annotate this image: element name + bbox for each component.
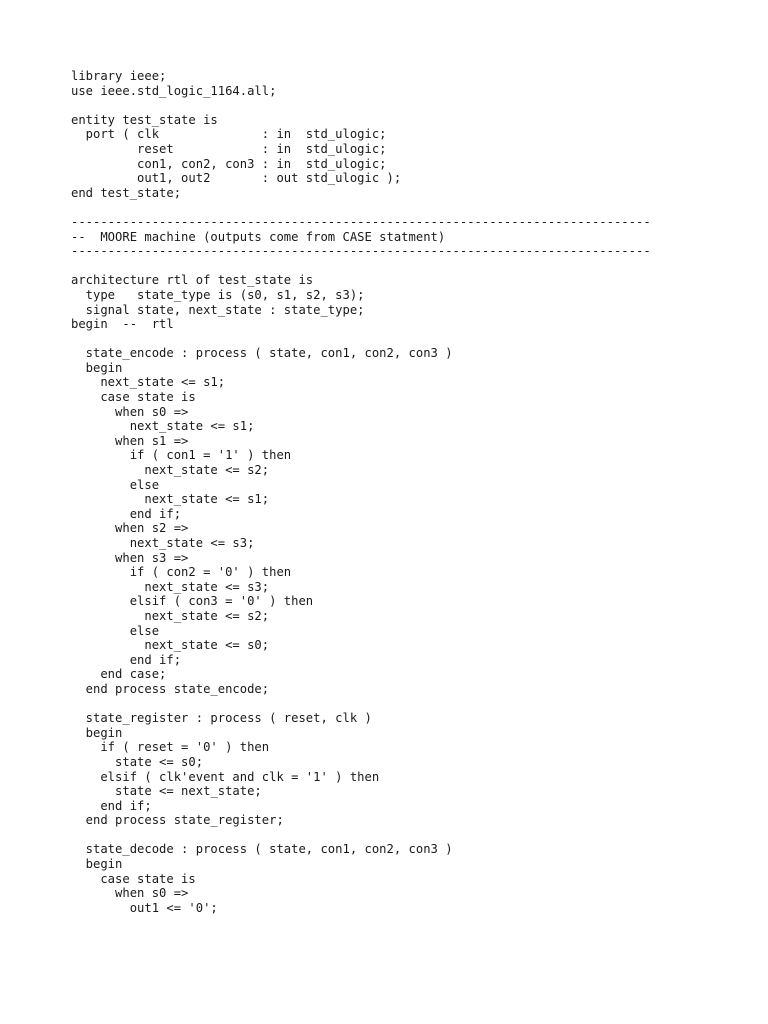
- code-line: end if;: [71, 798, 152, 813]
- code-line: begin: [71, 360, 123, 375]
- code-line: when s2 =>: [71, 521, 189, 536]
- code-line: [71, 828, 651, 843]
- code-line: library ieee;: [71, 69, 167, 83]
- code-line: elsif ( con3 = '0' ) then: [71, 594, 314, 609]
- code-line: -- MOORE machine (outputs come from CASE statment): [71, 229, 446, 244]
- code-line: use ieee.std_logic_1164.all;: [71, 83, 277, 98]
- code-line: port ( clk : in std_ulogic;: [71, 127, 387, 142]
- code-line: next_state <= s1;: [71, 419, 255, 434]
- code-line: architecture rtl of test_state is: [71, 273, 314, 288]
- code-line: next_state <= s0;: [71, 638, 270, 653]
- code-line: -------------------------------------------------------------------------------: [71, 214, 651, 229]
- code-line: next_state <= s1;: [71, 375, 226, 390]
- vhdl-code-listing: [71, 69, 651, 915]
- code-line: end process state_register;: [71, 813, 284, 828]
- code-line: next_state <= s2;: [71, 463, 270, 478]
- code-line: elsif ( clk'event and clk = '1' ) then: [71, 769, 380, 784]
- code-line: case state is: [71, 390, 196, 405]
- code-line: if ( con2 = '0' ) then: [71, 565, 292, 580]
- code-line: else: [71, 623, 160, 638]
- code-line: when s3 =>: [71, 550, 189, 565]
- code-line: next_state <= s3;: [71, 579, 270, 594]
- code-line: entity test_state is: [71, 112, 218, 127]
- code-line: next_state <= s2;: [71, 608, 270, 623]
- code-line: begin -- rtl: [71, 317, 174, 332]
- code-line: -------------------------------------------------------------------------------: [71, 244, 651, 259]
- code-line: case state is: [71, 871, 196, 886]
- code-line: when s0 =>: [71, 886, 189, 901]
- code-line: [71, 697, 651, 712]
- code-line: state <= s0;: [71, 754, 204, 769]
- code-line: when s0 =>: [71, 404, 189, 419]
- code-line: begin: [71, 857, 123, 872]
- code-line: [71, 200, 651, 215]
- code-line: con1, con2, con3 : in std_ulogic;: [71, 156, 387, 171]
- code-line: end case;: [71, 667, 167, 682]
- code-line: type state_type is (s0, s1, s2, s3);: [71, 287, 365, 302]
- code-line: else: [71, 477, 160, 492]
- code-line: next_state <= s1;: [71, 492, 270, 507]
- code-line: when s1 =>: [71, 433, 189, 448]
- code-line: state_decode : process ( state, con1, con2, con3 ): [71, 842, 453, 857]
- code-line: end if;: [71, 652, 182, 667]
- code-line: out1, out2 : out std_ulogic );: [71, 171, 402, 186]
- code-line: [71, 332, 651, 347]
- code-line: [71, 98, 651, 113]
- code-line: state <= next_state;: [71, 784, 262, 799]
- code-line: state_encode : process ( state, con1, con2, con3 ): [71, 346, 453, 361]
- code-line: if ( reset = '0' ) then: [71, 740, 270, 755]
- code-line: end process state_encode;: [71, 681, 270, 696]
- code-line: state_register : process ( reset, clk ): [71, 711, 372, 726]
- code-line: if ( con1 = '1' ) then: [71, 448, 292, 463]
- code-line: end if;: [71, 506, 182, 521]
- code-line: begin: [71, 725, 123, 740]
- code-line: out1 <= '0';: [71, 900, 218, 915]
- code-line: end test_state;: [71, 185, 182, 200]
- code-line: next_state <= s3;: [71, 536, 255, 550]
- code-line: signal state, next_state : state_type;: [71, 302, 365, 317]
- code-line: [71, 259, 651, 274]
- code-line: reset : in std_ulogic;: [71, 141, 387, 156]
